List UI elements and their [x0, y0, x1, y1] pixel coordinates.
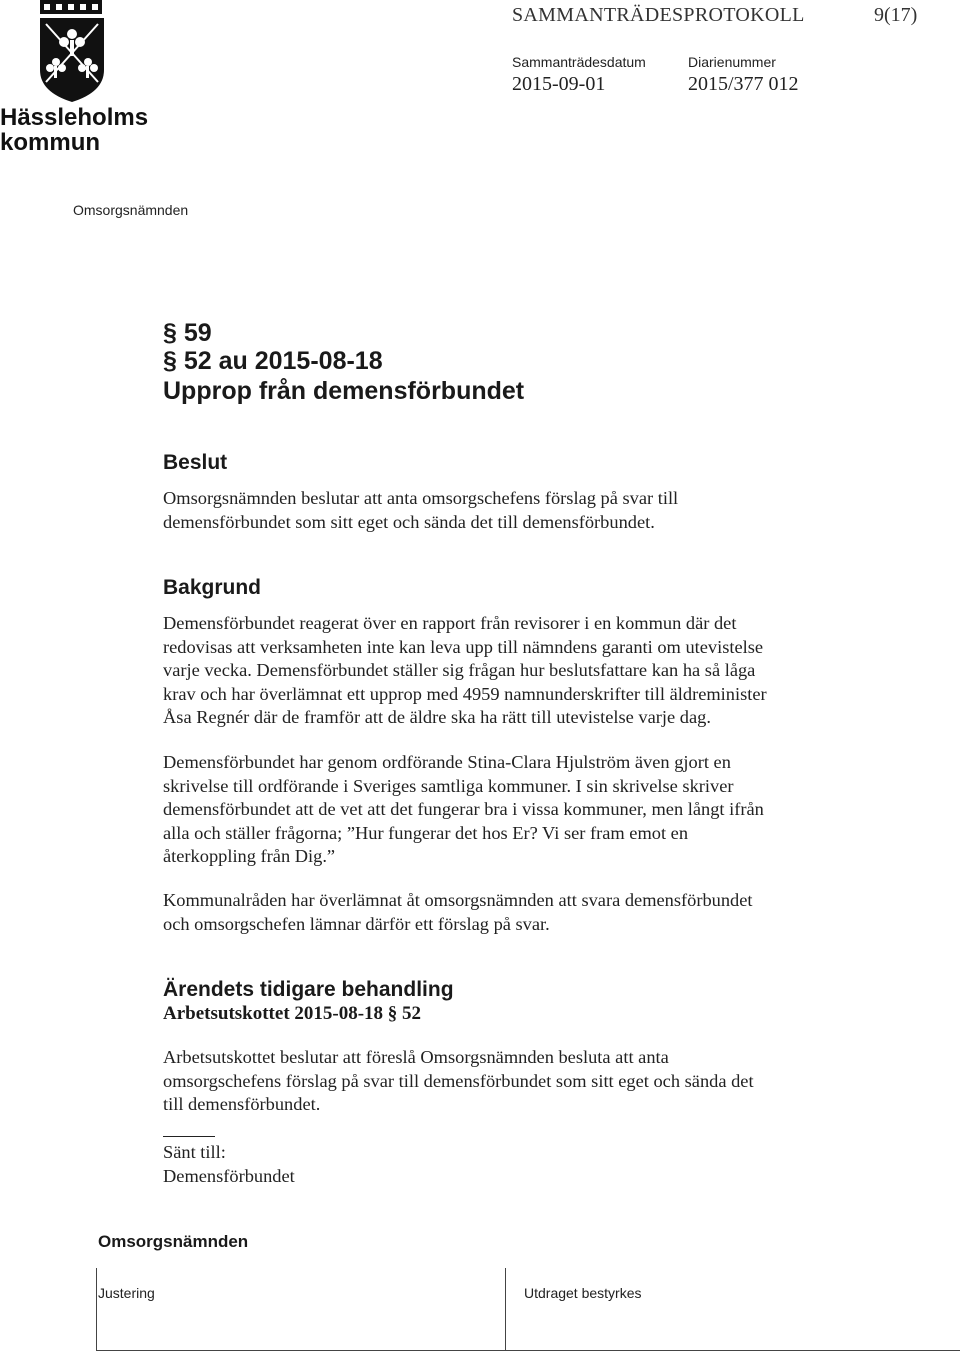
logo-wordmark — [0, 105, 160, 155]
committee-name: Omsorgsnämnden — [73, 202, 189, 218]
section-heading-previous-handling: Ärendets tidigare behandling — [163, 978, 454, 1001]
footer-committee-name: Omsorgsnämnden — [98, 1232, 249, 1251]
registration-number-value: 2015/377 012 — [688, 73, 799, 95]
text-line: Åsa Regnér där de framför att de äldre ska ha rätt till utevistelse varje dag. — [163, 707, 711, 727]
bakgrund-paragraph-1 — [163, 612, 863, 730]
registration-number-label: Diarienummer — [688, 54, 776, 70]
sent-to-label: Sänt till: — [163, 1142, 226, 1162]
municipality-logo — [0, 0, 160, 160]
text-line: varje vecka. Demensförbundet ställer sig frågan hur beslutsfattare kan ha så låga — [163, 660, 756, 680]
text-line: Kommunalråden har överlämnat åt omsorgsnämnden att svara demensförbundet — [163, 890, 753, 910]
section-heading-beslut: Beslut — [163, 451, 228, 474]
page-number: 9(17) — [874, 4, 918, 26]
text-line: krav och har överlämnat ett upprop med 4959 namnunderskrifter till äldreminister — [163, 683, 767, 704]
text-line: redovisas att verksamheten inte kan leva upp till nämndens garanti om utevistelse — [163, 636, 764, 657]
text-line: demensförbundet att de vet att det fungerar bra i vissa kommuner, men långt ifrån — [163, 799, 764, 819]
paragraph-number: § 59 — [163, 319, 212, 347]
bakgrund-paragraph-2 — [163, 751, 863, 869]
text-line: Demensförbundet reagerat över en rapport från revisorer i en kommun där det — [163, 613, 737, 633]
text-line: alla och ställer frågorna; ”Hur fungerar det hos Er? Vi ser fram emot en — [163, 822, 689, 843]
section-heading-bakgrund: Bakgrund — [163, 576, 262, 599]
sent-to-recipient: Demensförbundet — [163, 1166, 295, 1186]
au-reference: § 52 au 2015-08-18 — [163, 347, 383, 375]
justering-label: Justering — [98, 1285, 155, 1301]
meeting-date-value: 2015-09-01 — [512, 73, 606, 95]
footer-divider — [505, 1268, 506, 1351]
text-line: Demensförbundet har genom ordförande Stina-Clara Hjulström även gjort en — [163, 752, 731, 772]
text-line: omsorgschefens förslag på svar till demensförbundet som sitt eget och sända det — [163, 1070, 754, 1091]
logo-wordmark-line1: Hässleholms — [0, 104, 149, 131]
page-title: Upprop från demensförbundet — [163, 377, 525, 405]
text-line: skrivelse till ordförande i Sveriges samtliga kommuner. I sin skrivelse skriver — [163, 775, 734, 796]
text-line: Arbetsutskottet beslutar att föreslå Omsorgsnämnden besluta att anta — [163, 1047, 669, 1067]
meeting-date-label: Sammanträdesdatum — [512, 54, 646, 70]
footer-divider — [96, 1268, 97, 1351]
text-line: och omsorgschefen lämnar därför ett förslag på svar. — [163, 913, 550, 934]
bakgrund-paragraph-3 — [163, 889, 863, 936]
text-line: demensförbundet som sitt eget och sända det till demensförbundet. — [163, 511, 655, 532]
previous-handling-paragraph — [163, 1046, 863, 1117]
text-line: återkoppling från Dig.” — [163, 846, 336, 866]
coat-of-arms-icon — [0, 0, 160, 104]
text-line: Omsorgsnämnden beslutar att anta omsorgschefens förslag på svar till — [163, 488, 679, 508]
divider — [163, 1136, 215, 1137]
working-committee-reference: Arbetsutskottet 2015-08-18 § 52 — [163, 1003, 422, 1024]
text-line: till demensförbundet. — [163, 1094, 321, 1114]
certified-extract-label: Utdraget bestyrkes — [524, 1285, 642, 1301]
logo-wordmark-line2: kommun — [0, 129, 101, 156]
beslut-paragraph — [163, 487, 863, 534]
document-type: SAMMANTRÄDESPROTOKOLL — [512, 4, 805, 26]
